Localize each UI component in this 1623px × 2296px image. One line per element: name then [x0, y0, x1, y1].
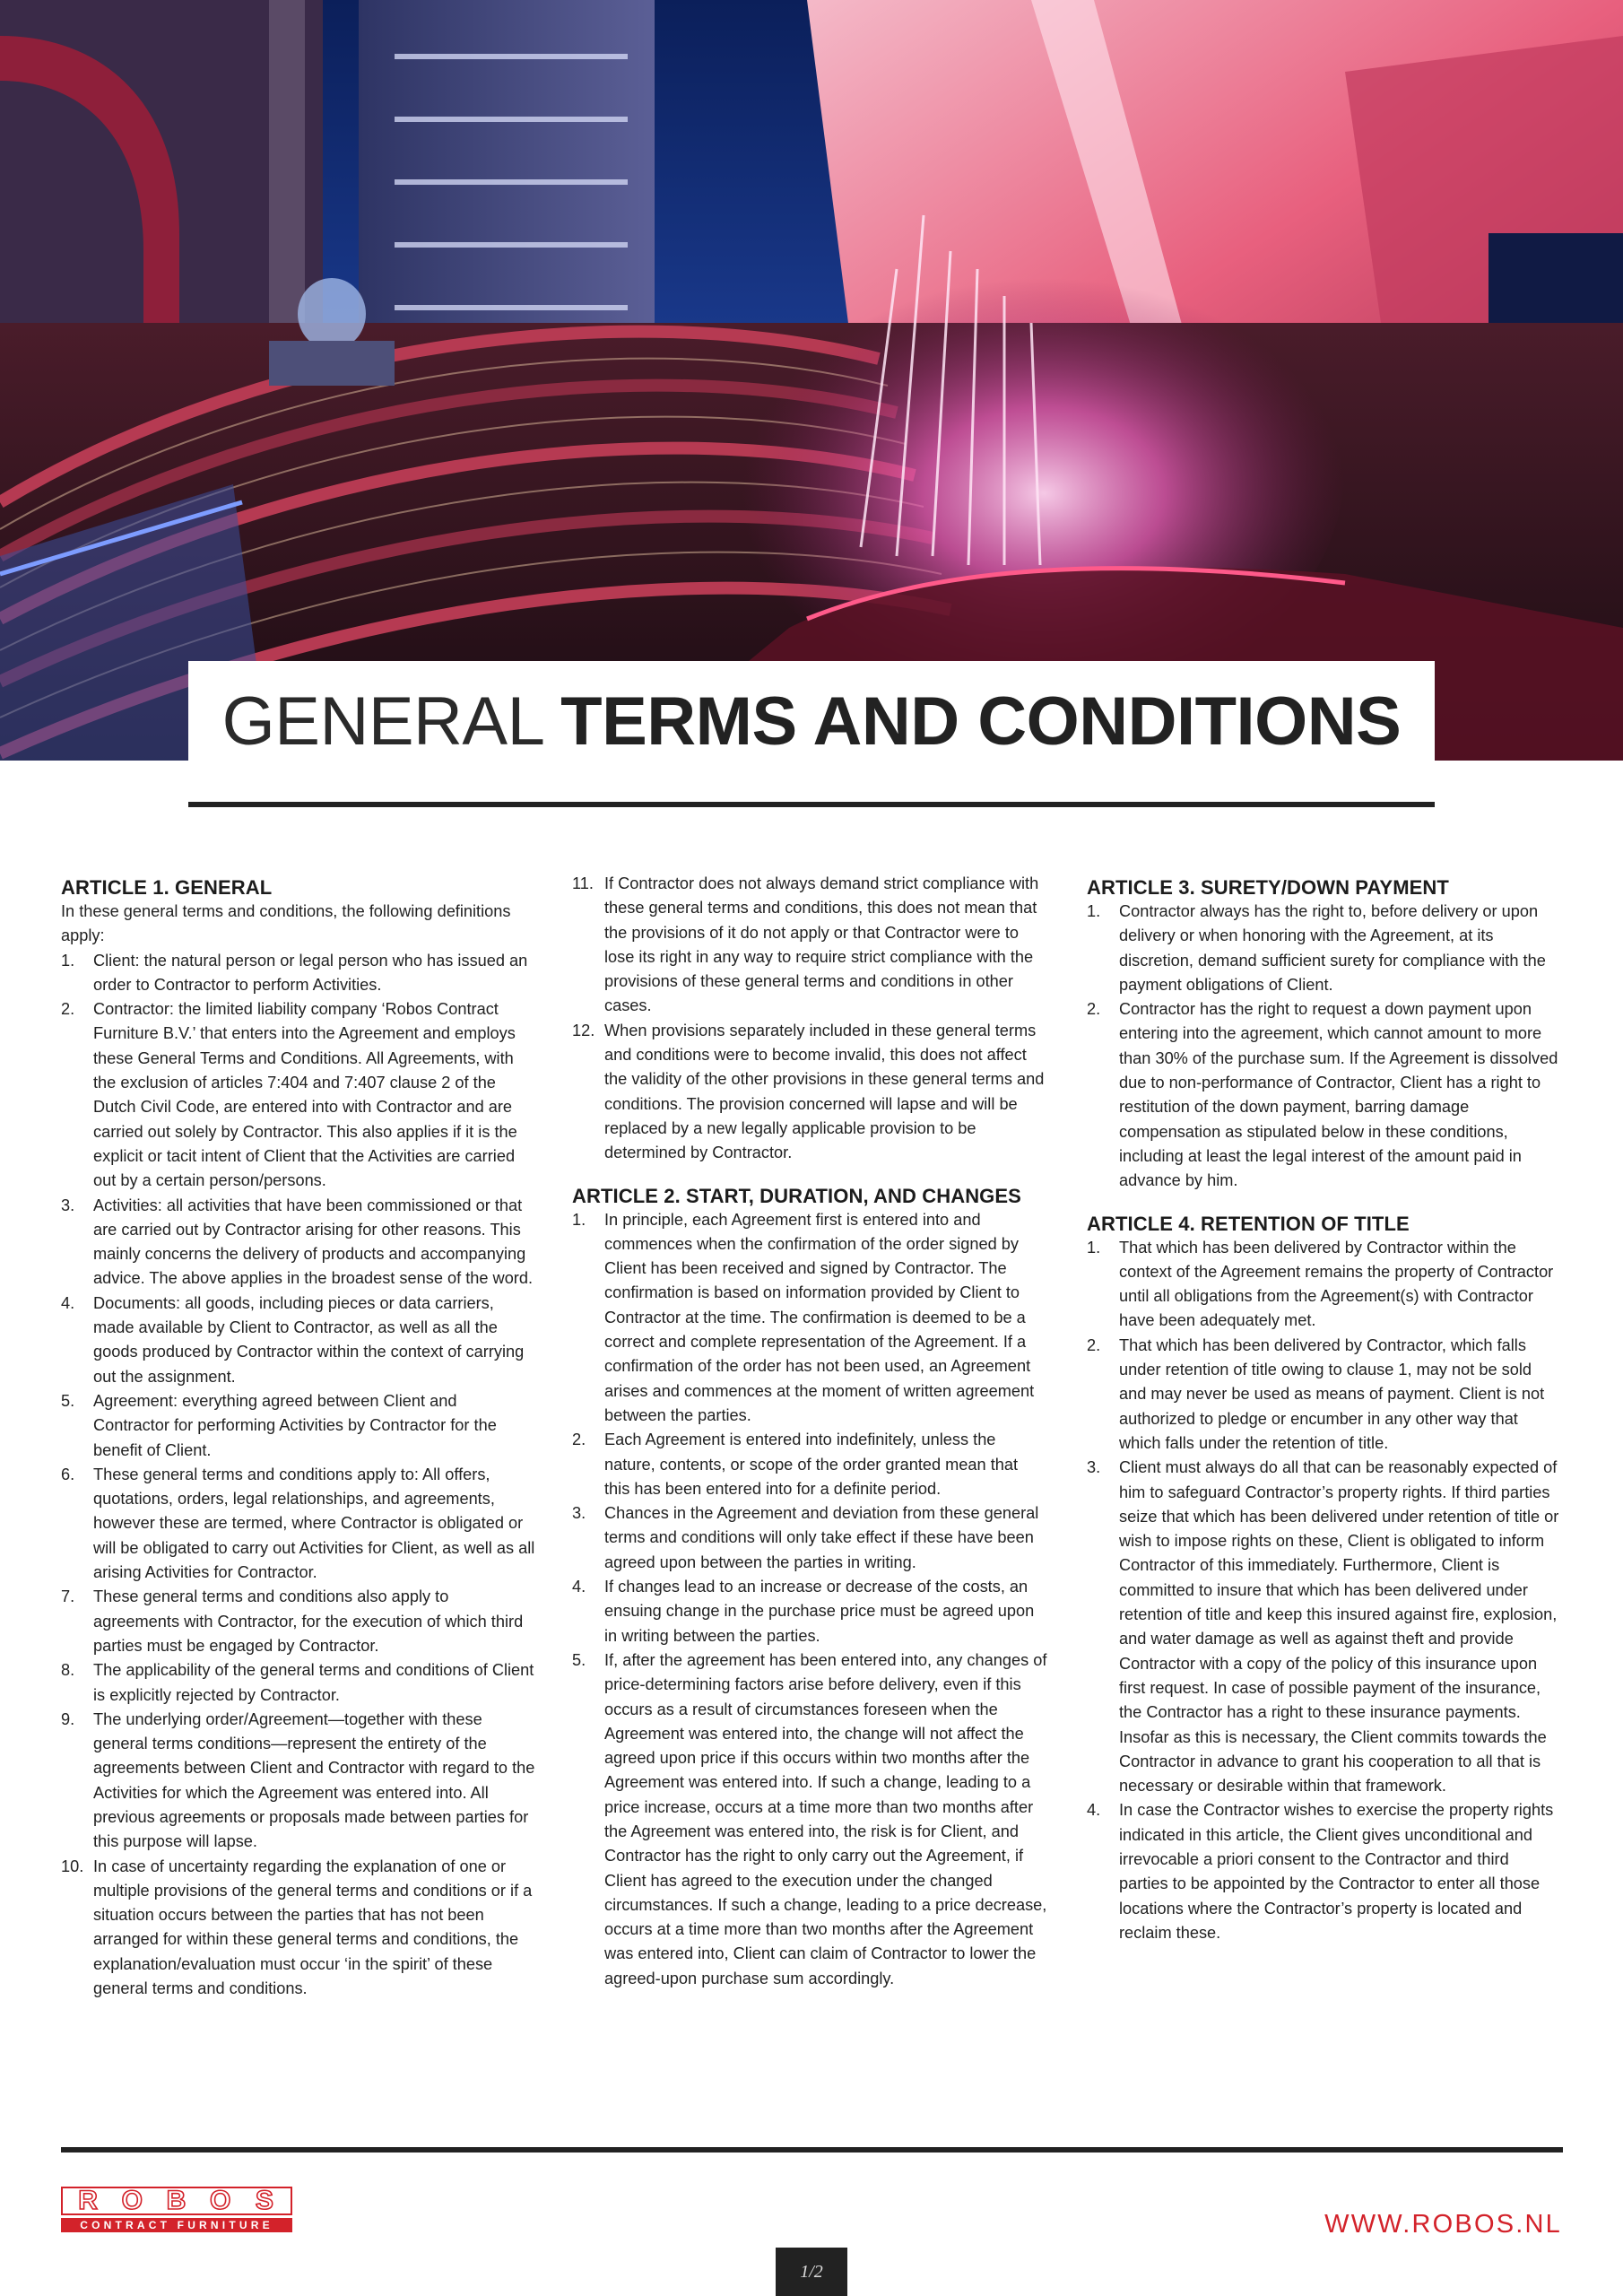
footer-divider: [61, 2147, 1563, 2152]
item-text: That which has been delivered by Contractor within the context of the Agreement remains the property of Contractor until all obligations from the Agreement(s) with Contractor have been adequately met.: [1119, 1238, 1554, 1330]
item-number: 4.: [1087, 1801, 1101, 1820]
item-number: 1.: [1087, 1238, 1101, 1257]
column-3: [1087, 872, 1562, 1945]
item-text: In principle, each Agreement first is entered into and commences when the confirmation of the order signed by Client has been received and signed by Contractor. The confirmation is based on information provided by Client to Contractor at the time. The confirmation is deemed to be a correct and complete representation of the Agreement. If a confirmation of the order has not been used, an Agreement arises and commences at the moment of written agreement between the parties.: [604, 1210, 1035, 1424]
list-item: [572, 1208, 1047, 1429]
item-number: 1.: [1087, 902, 1101, 920]
column-1: [61, 872, 536, 2001]
page-title-light: GENERAL: [221, 683, 542, 760]
item-text: Chances in the Agreement and deviation from these general terms and conditions will only take effect if these have been agreed upon between the parties in writing.: [604, 1504, 1039, 1571]
list-item: [572, 1428, 1047, 1501]
item-text: Contractor always has the right to, before delivery or upon delivery or when honoring with the Agreement, at its discretion, demand sufficient surety for compliance with the payment obligations of Client.: [1119, 902, 1546, 994]
terms-columns: [61, 872, 1563, 2083]
page-number: 1/2: [776, 2248, 847, 2296]
article-1-heading: ARTICLE 1. GENERAL: [61, 876, 273, 899]
article-4-heading: ARTICLE 4. RETENTION OF TITLE: [1087, 1212, 1410, 1235]
item-text: Agreement: everything agreed between Client and Contractor for performing Activities by Contractor for the benefit of Client.: [93, 1391, 497, 1459]
title-panel: [188, 661, 1435, 761]
list-item: [61, 1708, 536, 1855]
item-text: If, after the agreement has been entered into, any changes of price-determining factors arise before delivery, even if this occurs as a result of circumstances foreseen when the Agreement was entered into, the change will not affect the agreed upon price if this occurs within two months after the Agreement was entered into. If such a change, leading to a price increase, occurs at a time more than two months after the Agreement was entered into, the risk is for Client, and Contractor has the right to only carry out the Agreement, if Client has agreed to the execution under the changed circumstances. If such a change, leading to a price decrease, occurs at a time more than two months after the Agreement was entered into, Client can claim of Contractor to lower the agreed-upon purchase sum accordingly.: [604, 1650, 1047, 1987]
item-number: 2.: [1087, 1335, 1101, 1354]
list-item: [61, 1585, 536, 1658]
list-item: [1087, 1236, 1562, 1334]
item-number: 3.: [1087, 1458, 1101, 1477]
logo-letter: O: [121, 2186, 143, 2215]
logo-subtitle: CONTRACT FURNITURE: [61, 2218, 292, 2232]
logo-letter: R: [78, 2186, 99, 2215]
item-number: 4.: [61, 1293, 75, 1312]
list-item: [61, 997, 536, 1193]
item-number: 6.: [61, 1465, 75, 1483]
item-text: In case of uncertainty regarding the explanation of one or multiple provisions of the general terms and conditions or if a situation occurs between the parties that has not been arranged for within these general terms and conditions, the explanation/evaluation must occur ‘in the spirit’ of these general terms and conditions.: [93, 1857, 533, 1998]
list-item: [572, 1648, 1047, 1991]
list-item: [1087, 1334, 1562, 1456]
list-item: [61, 1194, 536, 1292]
article-4-list: [1087, 1236, 1562, 1946]
article-3-list: [1087, 900, 1562, 1194]
list-item: [61, 949, 536, 998]
hero-image: [0, 0, 1623, 761]
list-item: [61, 1463, 536, 1585]
item-number: 10.: [61, 1857, 84, 1875]
item-text: Each Agreement is entered into indefinitely, unless the nature, contents, or scope of the order granted mean that this has been entered into for a definite period.: [604, 1431, 1019, 1498]
item-text: The applicability of the general terms and conditions of Client is explicitly rejected by Contractor.: [93, 1661, 534, 1704]
item-text: In case the Contractor wishes to exercise the property rights indicated in this article, the Client gives unconditional and irrevocable a priori consent to the Contractor and third parties to be appointed by the Contractor to enter all those locations where the Contractor’s property is located and reclaim these.: [1119, 1801, 1554, 1942]
list-item: [1087, 997, 1562, 1193]
logo-letter: B: [166, 2186, 187, 2215]
item-text: Documents: all goods, including pieces or data carriers, made available by Client to Contractor, as well as all the goods produced by Contractor within the context of carrying out the assignment.: [93, 1293, 525, 1386]
item-number: 4.: [572, 1578, 586, 1596]
item-number: 1.: [572, 1210, 586, 1229]
item-text: These general terms and conditions also apply to agreements with Contractor, for the execution of which third parties must be engaged by Contractor.: [93, 1587, 524, 1655]
article-1-list: [61, 949, 536, 2002]
list-item: [61, 1855, 536, 2002]
logo-letter: S: [255, 2186, 274, 2215]
article-2-list: [572, 1208, 1047, 1992]
list-item: [61, 1658, 536, 1708]
item-number: 2.: [61, 1000, 75, 1019]
list-item: [61, 1292, 536, 1389]
article-1-list-continued: [572, 872, 1047, 1166]
list-item: [1087, 1798, 1562, 1945]
item-text: That which has been delivered by Contractor, which falls under retention of title owing to clause 1, may not be sold and may never be used as means of payment. Client is not authorized to pledge or encumber in any other way that which falls under the retention of title.: [1119, 1335, 1545, 1452]
item-number: 5.: [61, 1391, 75, 1410]
item-number: 12.: [572, 1021, 595, 1039]
item-text: Client: the natural person or legal person who has issued an order to Contractor to perform Activities.: [93, 951, 528, 994]
article-2-heading: ARTICLE 2. START, DURATION, AND CHANGES: [572, 1184, 1021, 1207]
item-text: Contractor: the limited liability company ‘Robos Contract Furniture B.V.’ that enters into the Agreement and employs these General Terms and Conditions. All Agreements, with the exclusion of articles 7:404 and 7:407 clause 2 of the Dutch Civil Code, are entered into with Contractor and are carried out solely by Contractor. This also applies if it is the explicit or tacit intent of Client that the Activities are carried out by a certain person/persons.: [93, 1000, 517, 1190]
column-2: [572, 872, 1047, 1991]
robos-logo: [61, 2187, 292, 2233]
item-number: 2.: [1087, 1000, 1101, 1019]
item-number: 3.: [572, 1504, 586, 1523]
item-number: 2.: [572, 1431, 586, 1449]
item-text: Activities: all activities that have been commissioned or that are carried out by Contractor arising for other reasons. This mainly concerns the delivery of products and accompanying advice. The above applies in the broadest sense of the word.: [93, 1196, 534, 1288]
item-text: When provisions separately included in these general terms and conditions were to become invalid, this does not affect the validity of the other provisions in these general terms and conditions. The provision concerned will lapse and will be replaced by a new legally applicable provision to be determined by Contractor.: [604, 1021, 1045, 1162]
logo-letter: O: [210, 2186, 232, 2215]
list-item: [1087, 900, 1562, 997]
item-number: 8.: [61, 1661, 75, 1680]
article-3-heading: ARTICLE 3. SURETY/DOWN PAYMENT: [1087, 876, 1449, 899]
list-item: [61, 1389, 536, 1463]
item-number: 9.: [61, 1709, 75, 1728]
item-number: 1.: [61, 951, 75, 970]
item-text: The underlying order/Agreement—together with these general terms conditions—represent the entirety of the agreements between Client and Contractor with regard to the Activities for which the Agreement was entered into. All previous agreements or proposals made between parties for this purpose will lapse.: [93, 1709, 535, 1851]
list-item: [1087, 1456, 1562, 1798]
logo-wordmark: [61, 2187, 292, 2215]
list-item: [572, 1019, 1047, 1166]
page-title-bold: TERMS AND CONDITIONS: [560, 683, 1402, 760]
page-title: [221, 666, 1402, 760]
item-text: Client must always do all that can be reasonably expected of him to safeguard Contractor’s property rights. If third parties seize that which has been delivered under retention of title or wish to impose rights on these, Client is obligated to inform Contractor of this immediately. Furthermore, Client is committed to insure that which has been delivered under retention of title and keep this insured against fire, explosion, and water damage as well as against theft and provide Contractor with a copy of the policy of this insurance upon first request. In case of possible payment of the insurance, the Contractor has a right to these insurance payments. Insofar as this is necessary, the Client commits towards the Contractor in advance to grant his cooperation to all that is necessary or desirable within that framework.: [1119, 1458, 1559, 1796]
item-text: These general terms and conditions apply to: All offers, quotations, orders, legal relationships, and agreements, however these are termed, where Contractor is obligated or will be obligated to carry out Activities for Client, as well as all arising Activities for Contractor.: [93, 1465, 535, 1582]
item-number: 3.: [61, 1196, 75, 1214]
website-link[interactable]: WWW.ROBOS.NL: [1324, 2210, 1562, 2239]
article-1-intro: In these general terms and conditions, the following definitions apply:: [61, 902, 511, 945]
item-text: If changes lead to an increase or decrease of the costs, an ensuing change in the purchase price must be agreed upon in writing between the parties.: [604, 1578, 1035, 1645]
list-item: [572, 1575, 1047, 1648]
item-text: If Contractor does not always demand strict compliance with these general terms and conditions, this does not mean that the provisions of it do not apply or that Contractor were to lose its right in any way to require strict compliance with the provisions of these general terms and conditions in other cases.: [604, 874, 1039, 1015]
list-item: [572, 872, 1047, 1019]
item-number: 5.: [572, 1650, 586, 1669]
item-number: 11.: [572, 874, 594, 892]
item-text: Contractor has the right to request a down payment upon entering into the agreement, which cannot amount to more than 30% of the purchase sum. If the Agreement is dissolved due to non-performance of Contractor, Client has a right to restitution of the down payment, barring damage compensation as stipulated below in these conditions, including at least the legal interest of the amount paid in advance by him.: [1119, 1000, 1558, 1190]
list-item: [572, 1501, 1047, 1575]
title-divider: [188, 802, 1435, 807]
item-number: 7.: [61, 1587, 75, 1606]
